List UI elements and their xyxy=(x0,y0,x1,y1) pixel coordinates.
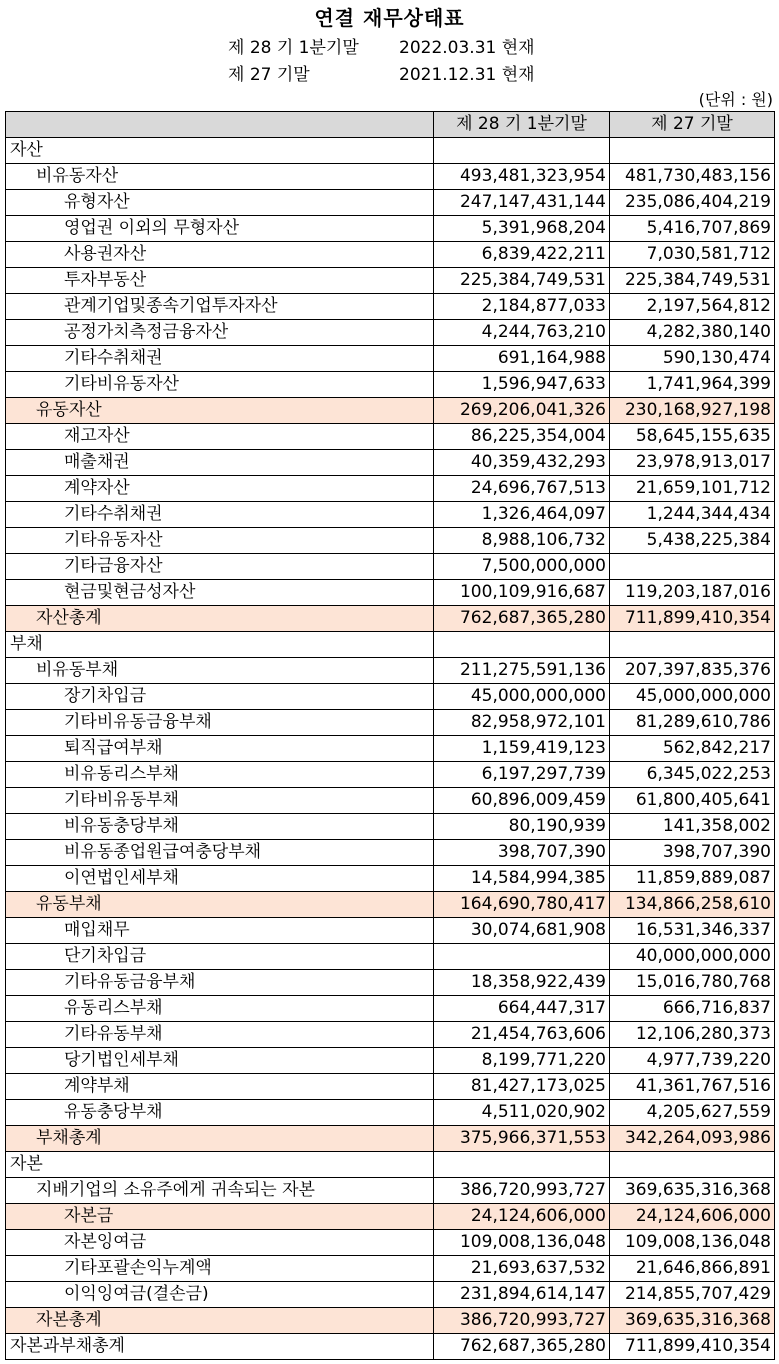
prior-period-value: 40,000,000,000 xyxy=(610,944,775,970)
current-period-value: 493,481,323,954 xyxy=(434,164,610,190)
table-row xyxy=(6,372,775,398)
current-period-value: 21,454,763,606 xyxy=(434,1022,610,1048)
table-row xyxy=(6,1282,775,1308)
current-period-value: 4,244,763,210 xyxy=(434,320,610,346)
current-period-value: 691,164,988 xyxy=(434,346,610,372)
account-label: 자본 xyxy=(6,1152,434,1178)
table-header-row xyxy=(6,112,775,138)
table-row xyxy=(6,1308,775,1334)
current-period-value: 386,720,993,727 xyxy=(434,1178,610,1204)
prior-period-value: 481,730,483,156 xyxy=(610,164,775,190)
prior-period-value: 5,438,225,384 xyxy=(610,528,775,554)
prior-period-value: 562,842,217 xyxy=(610,736,775,762)
prior-period-value: 11,859,889,087 xyxy=(610,866,775,892)
current-period-value: 2,184,877,033 xyxy=(434,294,610,320)
prior-period-value: 134,866,258,610 xyxy=(610,892,775,918)
prior-period-value: 398,707,390 xyxy=(610,840,775,866)
current-period-value: 30,074,681,908 xyxy=(434,918,610,944)
account-label: 당기법인세부채 xyxy=(6,1048,434,1074)
table-row xyxy=(6,502,775,528)
current-period-value: 40,359,432,293 xyxy=(434,450,610,476)
account-label: 관계기업및종속기업투자자산 xyxy=(6,294,434,320)
prior-period-value: 369,635,316,368 xyxy=(610,1308,775,1334)
account-label: 사용권자산 xyxy=(6,242,434,268)
account-label: 비유동리스부채 xyxy=(6,762,434,788)
current-period-value: 231,894,614,147 xyxy=(434,1282,610,1308)
prior-period-value: 225,384,749,531 xyxy=(610,268,775,294)
current-period-value: 80,190,939 xyxy=(434,814,610,840)
table-row xyxy=(6,606,775,632)
prior-period-value: 61,800,405,641 xyxy=(610,788,775,814)
current-period-value xyxy=(434,138,610,164)
current-period-value: 24,124,606,000 xyxy=(434,1204,610,1230)
table-row xyxy=(6,424,775,450)
prior-period-value: 15,016,780,768 xyxy=(610,970,775,996)
table-row xyxy=(6,1074,775,1100)
table-row xyxy=(6,1152,775,1178)
account-label: 부채 xyxy=(6,632,434,658)
prior-period-value xyxy=(610,632,775,658)
prior-period-value: 81,289,610,786 xyxy=(610,710,775,736)
current-period-value: 762,687,365,280 xyxy=(434,1334,610,1360)
table-row xyxy=(6,138,775,164)
account-label: 재고자산 xyxy=(6,424,434,450)
current-period-value: 81,427,173,025 xyxy=(434,1074,610,1100)
period-current-date: 2022.03.31 현재 xyxy=(399,38,535,58)
table-row xyxy=(6,1204,775,1230)
prior-period-value xyxy=(610,138,775,164)
current-period-value: 247,147,431,144 xyxy=(434,190,610,216)
current-period-value: 225,384,749,531 xyxy=(434,268,610,294)
current-period-value: 18,358,922,439 xyxy=(434,970,610,996)
table-row xyxy=(6,996,775,1022)
current-period-value xyxy=(434,944,610,970)
current-period-value: 60,896,009,459 xyxy=(434,788,610,814)
account-label: 기타비유동자산 xyxy=(6,372,434,398)
prior-period-value: 119,203,187,016 xyxy=(610,580,775,606)
account-label: 지배기업의 소유주에게 귀속되는 자본 xyxy=(6,1178,434,1204)
table-row xyxy=(6,554,775,580)
table-body xyxy=(6,138,775,1360)
table-row xyxy=(6,190,775,216)
account-label: 자산 xyxy=(6,138,434,164)
table-row xyxy=(6,1256,775,1282)
account-label: 투자부동산 xyxy=(6,268,434,294)
current-period-value: 375,966,371,553 xyxy=(434,1126,610,1152)
account-label: 자본잉여금 xyxy=(6,1230,434,1256)
table-row xyxy=(6,320,775,346)
account-label: 비유동자산 xyxy=(6,164,434,190)
table-row xyxy=(6,450,775,476)
current-period-value: 8,199,771,220 xyxy=(434,1048,610,1074)
period-prior-label: 제 27 기말 xyxy=(228,65,310,85)
account-label: 유동자산 xyxy=(6,398,434,424)
table-row xyxy=(6,892,775,918)
prior-period-value: 41,361,767,516 xyxy=(610,1074,775,1100)
account-label: 장기차입금 xyxy=(6,684,434,710)
table-row xyxy=(6,762,775,788)
current-period-value: 1,326,464,097 xyxy=(434,502,610,528)
account-label: 부채총계 xyxy=(6,1126,434,1152)
prior-period-value: 342,264,093,986 xyxy=(610,1126,775,1152)
account-label: 기타수취채권 xyxy=(6,346,434,372)
current-period-value: 7,500,000,000 xyxy=(434,554,610,580)
page-title: 연결 재무상태표 xyxy=(314,6,465,30)
account-label: 매입채무 xyxy=(6,918,434,944)
prior-period-value: 207,397,835,376 xyxy=(610,658,775,684)
prior-period-value: 7,030,581,712 xyxy=(610,242,775,268)
account-label: 공정가치측정금융자산 xyxy=(6,320,434,346)
prior-period-value: 23,978,913,017 xyxy=(610,450,775,476)
report-header xyxy=(0,0,779,110)
prior-period-value: 4,977,739,220 xyxy=(610,1048,775,1074)
current-period-value: 386,720,993,727 xyxy=(434,1308,610,1334)
period-current-label: 제 28 기 1분기말 xyxy=(228,38,359,58)
prior-period-value: 711,899,410,354 xyxy=(610,606,775,632)
prior-period-value: 24,124,606,000 xyxy=(610,1204,775,1230)
column-header-account xyxy=(6,112,434,138)
prior-period-value: 16,531,346,337 xyxy=(610,918,775,944)
table-row xyxy=(6,398,775,424)
table-row xyxy=(6,476,775,502)
prior-period-value: 1,741,964,399 xyxy=(610,372,775,398)
account-label: 기타유동부채 xyxy=(6,1022,434,1048)
prior-period-value: 369,635,316,368 xyxy=(610,1178,775,1204)
current-period-value: 4,511,020,902 xyxy=(434,1100,610,1126)
table-row xyxy=(6,866,775,892)
current-period-value: 211,275,591,136 xyxy=(434,658,610,684)
prior-period-value: 590,130,474 xyxy=(610,346,775,372)
table-row xyxy=(6,268,775,294)
current-period-value xyxy=(434,632,610,658)
table-row xyxy=(6,684,775,710)
account-label: 기타금융자산 xyxy=(6,554,434,580)
current-period-value: 8,988,106,732 xyxy=(434,528,610,554)
prior-period-value: 21,646,866,891 xyxy=(610,1256,775,1282)
table-row xyxy=(6,1048,775,1074)
current-period-value xyxy=(434,1152,610,1178)
table-row xyxy=(6,164,775,190)
prior-period-value: 1,244,344,434 xyxy=(610,502,775,528)
current-period-value: 398,707,390 xyxy=(434,840,610,866)
current-period-value: 762,687,365,280 xyxy=(434,606,610,632)
account-label: 유동충당부채 xyxy=(6,1100,434,1126)
table-row xyxy=(6,242,775,268)
table-row xyxy=(6,788,775,814)
account-label: 유형자산 xyxy=(6,190,434,216)
table-row xyxy=(6,528,775,554)
prior-period-value: 4,282,380,140 xyxy=(610,320,775,346)
prior-period-value: 5,416,707,869 xyxy=(610,216,775,242)
prior-period-value: 109,008,136,048 xyxy=(610,1230,775,1256)
table-row xyxy=(6,918,775,944)
account-label: 비유동부채 xyxy=(6,658,434,684)
current-period-value: 100,109,916,687 xyxy=(434,580,610,606)
account-label: 기타비유동금융부채 xyxy=(6,710,434,736)
column-header-current: 제 28 기 1분기말 xyxy=(434,112,610,138)
table-row xyxy=(6,1334,775,1360)
account-label: 이익잉여금(결손금) xyxy=(6,1282,434,1308)
table-row xyxy=(6,840,775,866)
table-row xyxy=(6,632,775,658)
prior-period-value: 214,855,707,429 xyxy=(610,1282,775,1308)
current-period-value: 14,584,994,385 xyxy=(434,866,610,892)
account-label: 자산총계 xyxy=(6,606,434,632)
current-period-value: 6,839,422,211 xyxy=(434,242,610,268)
account-label: 기타수취채권 xyxy=(6,502,434,528)
table-row xyxy=(6,970,775,996)
prior-period-value: 235,086,404,219 xyxy=(610,190,775,216)
current-period-value: 21,693,637,532 xyxy=(434,1256,610,1282)
table-row xyxy=(6,944,775,970)
account-label: 비유동충당부채 xyxy=(6,814,434,840)
column-header-prior: 제 27 기말 xyxy=(610,112,775,138)
table-row xyxy=(6,1100,775,1126)
account-label: 자본금 xyxy=(6,1204,434,1230)
current-period-value: 6,197,297,739 xyxy=(434,762,610,788)
account-label: 비유동종업원급여충당부채 xyxy=(6,840,434,866)
prior-period-value: 4,205,627,559 xyxy=(610,1100,775,1126)
prior-period-value xyxy=(610,554,775,580)
prior-period-value: 2,197,564,812 xyxy=(610,294,775,320)
prior-period-value: 711,899,410,354 xyxy=(610,1334,775,1360)
current-period-value: 5,391,968,204 xyxy=(434,216,610,242)
account-label: 유동리스부채 xyxy=(6,996,434,1022)
prior-period-value: 666,716,837 xyxy=(610,996,775,1022)
current-period-value: 269,206,041,326 xyxy=(434,398,610,424)
current-period-value: 109,008,136,048 xyxy=(434,1230,610,1256)
current-period-value: 82,958,972,101 xyxy=(434,710,610,736)
prior-period-value: 45,000,000,000 xyxy=(610,684,775,710)
unit-label: (단위 : 원) xyxy=(698,90,773,109)
table-row xyxy=(6,814,775,840)
account-label: 이연법인세부채 xyxy=(6,866,434,892)
table-row xyxy=(6,710,775,736)
table-row xyxy=(6,1022,775,1048)
account-label: 기타포괄손익누계액 xyxy=(6,1256,434,1282)
current-period-value: 24,696,767,513 xyxy=(434,476,610,502)
table-row xyxy=(6,216,775,242)
table-row xyxy=(6,346,775,372)
table-row xyxy=(6,294,775,320)
balance-sheet-table xyxy=(5,111,775,1360)
account-label: 기타비유동부채 xyxy=(6,788,434,814)
account-label: 기타유동금융부채 xyxy=(6,970,434,996)
current-period-value: 164,690,780,417 xyxy=(434,892,610,918)
account-label: 자본총계 xyxy=(6,1308,434,1334)
table-row xyxy=(6,736,775,762)
account-label: 자본과부채총계 xyxy=(6,1334,434,1360)
account-label: 계약자산 xyxy=(6,476,434,502)
prior-period-value: 21,659,101,712 xyxy=(610,476,775,502)
prior-period-value: 6,345,022,253 xyxy=(610,762,775,788)
prior-period-value: 230,168,927,198 xyxy=(610,398,775,424)
table-row xyxy=(6,1126,775,1152)
current-period-value: 1,159,419,123 xyxy=(434,736,610,762)
account-label: 매출채권 xyxy=(6,450,434,476)
table-row xyxy=(6,580,775,606)
account-label: 현금및현금성자산 xyxy=(6,580,434,606)
table-row xyxy=(6,658,775,684)
current-period-value: 664,447,317 xyxy=(434,996,610,1022)
current-period-value: 86,225,354,004 xyxy=(434,424,610,450)
prior-period-value: 141,358,002 xyxy=(610,814,775,840)
prior-period-value: 12,106,280,373 xyxy=(610,1022,775,1048)
period-prior-date: 2021.12.31 현재 xyxy=(399,65,535,85)
table-row xyxy=(6,1230,775,1256)
account-label: 퇴직급여부채 xyxy=(6,736,434,762)
prior-period-value: 58,645,155,635 xyxy=(610,424,775,450)
current-period-value: 45,000,000,000 xyxy=(434,684,610,710)
current-period-value: 1,596,947,633 xyxy=(434,372,610,398)
account-label: 유동부채 xyxy=(6,892,434,918)
account-label: 단기차입금 xyxy=(6,944,434,970)
account-label: 영업권 이외의 무형자산 xyxy=(6,216,434,242)
table-row xyxy=(6,1178,775,1204)
prior-period-value xyxy=(610,1152,775,1178)
account-label: 계약부채 xyxy=(6,1074,434,1100)
account-label: 기타유동자산 xyxy=(6,528,434,554)
